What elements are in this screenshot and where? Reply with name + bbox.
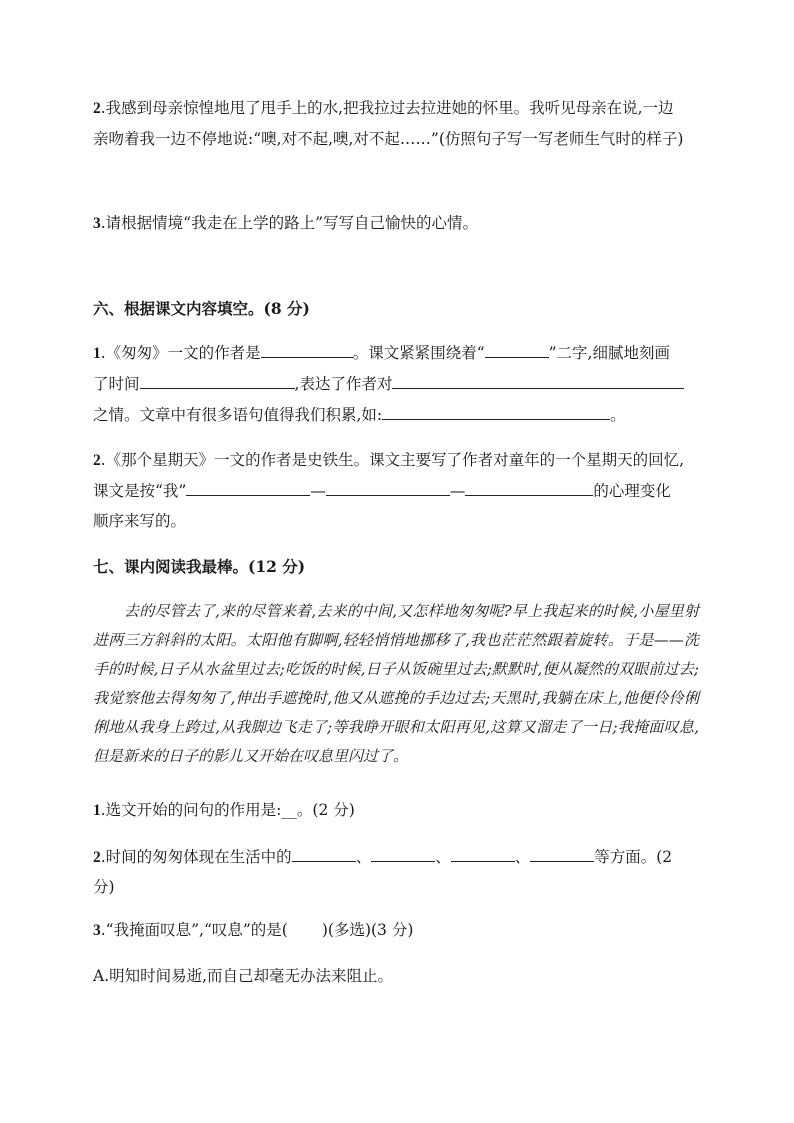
s7-question-2-line-1 — [93, 846, 672, 869]
s6-question-1-line-1 — [93, 342, 670, 365]
answer-blank[interactable] — [451, 846, 515, 862]
answer-blank[interactable] — [382, 404, 610, 420]
question-text: .我感到母亲惊惶地甩了甩手上的水,把我拉过去拉进她的怀里。我听见母亲在说,一边 — [100, 99, 674, 117]
question-2-line-1 — [93, 97, 674, 120]
question-number: 1 — [93, 802, 101, 819]
separator: 、 — [435, 848, 451, 866]
dash: — — [310, 482, 326, 500]
question-text: .请根据情境“我走在上学的路上”写写自己愉快的心情。 — [100, 214, 479, 232]
question-text: .《那个星期天》一文的作者是史铁生。课文主要写了作者对童年的一个星期天的回忆, — [100, 451, 685, 469]
question-text: 。课文紧紧围绕着“ — [352, 344, 485, 362]
question-text: 分) — [93, 878, 115, 896]
s6-question-2-line-1 — [93, 449, 684, 472]
dash: — — [449, 482, 466, 500]
question-number: 2 — [93, 849, 101, 866]
question-text: 。 — [610, 406, 626, 424]
question-text: 等方面。(2 — [594, 848, 673, 866]
s7-question-3 — [93, 919, 413, 942]
question-text: ,表达了作者对 — [294, 375, 393, 393]
question-text: .《匆匆》一文的作者是 — [100, 344, 261, 362]
answer-blank[interactable] — [261, 342, 353, 358]
answer-blank[interactable] — [186, 480, 310, 496]
s6-question-1-line-3 — [93, 404, 626, 426]
separator: 、 — [355, 848, 372, 866]
question-text: 之情。文章中有很多语句值得我们积累,如: — [93, 406, 383, 424]
answer-blank[interactable] — [485, 342, 549, 358]
question-text: )(多选)(3 分) — [321, 921, 414, 939]
question-text: 课文是按“我” — [93, 482, 187, 500]
answer-blank[interactable] — [392, 373, 684, 389]
question-2-line-2 — [93, 128, 683, 150]
question-text: ”二字,细腻地刻画 — [548, 344, 670, 362]
section-7-heading: 七、课内阅读我最棒。(12 分) — [93, 557, 306, 576]
question-number: 1 — [93, 345, 101, 362]
answer-blank[interactable] — [465, 480, 593, 496]
section-6-heading: 六、根据课文内容填空。(8 分) — [93, 299, 310, 318]
question-text: 了时间 — [93, 375, 140, 393]
question-3-line — [93, 212, 478, 235]
answer-blank[interactable] — [326, 480, 450, 496]
answer-blank[interactable] — [140, 373, 295, 389]
question-text: 亲吻着我一边不停地说:“噢,对不起,噢,对不起……”(仿照句子写一写老师生气时的样子) — [93, 130, 684, 148]
s6-question-2-line-2 — [93, 480, 671, 502]
separator: 、 — [514, 848, 531, 866]
s7-option-a[interactable]: A.明知时间易逝,而自己却毫无办法来阻止。 — [93, 967, 394, 985]
question-number: 3 — [93, 922, 101, 939]
answer-blank[interactable] — [371, 846, 435, 862]
question-text: .时间的匆匆体现在生活中的 — [100, 848, 292, 866]
question-text: 的心理变化 — [593, 482, 671, 500]
question-text: .“我掩面叹息”,“叹息”的是( — [100, 921, 288, 939]
s6-question-2-line-3 — [93, 510, 186, 532]
question-number: 2 — [93, 452, 101, 469]
s6-question-1-line-2 — [93, 373, 684, 395]
question-number: 2 — [93, 100, 101, 117]
reading-passage: 去的尽管去了,来的尽管来着,去来的中间,又怎样地匆匆呢?早上我起来的时候,小屋里射进两三方斜斜的太阳。太阳他有脚啊,轻轻悄悄地挪移了,我也茫茫然跟着旋转。于是——洗手的时候,日子从水盆里过去;吃饭的时候,日子从饭碗里过去;默默时,便从凝然的双眼前过去;我觉察他去得匆匆了,伸出手遮挽时,他又从遮挽的手边过去;天黑时,我躺在床上,他便伶伶俐俐地从我身上跨过,从我脚边飞走了;等我睁开眼和太阳再见,这算又溜走了一日;我掩面叹息,但是新来的日子的影儿又开始在叹息里闪过了。 — [93, 602, 699, 765]
answer-blank[interactable] — [530, 846, 594, 862]
question-text: .选文开始的问句的作用是:__。(2 分) — [100, 801, 355, 819]
s7-question-1 — [93, 799, 355, 822]
s7-question-2-line-2 — [93, 876, 115, 898]
question-text: 顺序来写的。 — [93, 512, 187, 530]
answer-blank[interactable] — [292, 846, 356, 862]
question-number: 3 — [93, 215, 101, 232]
